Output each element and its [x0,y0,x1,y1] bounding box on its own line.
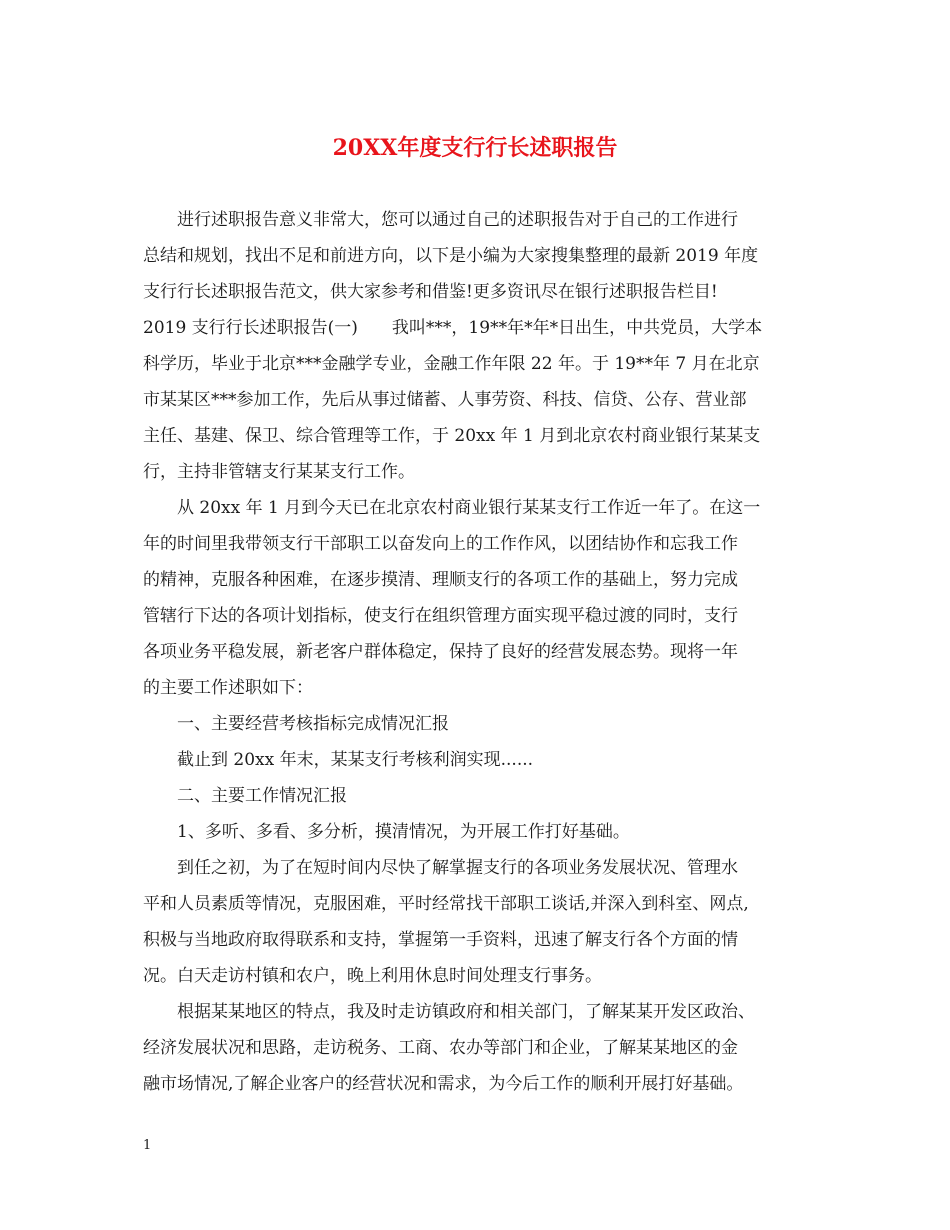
section-heading: 一、主要经营考核指标完成情况汇报 [177,714,449,734]
text-line: 总结和规划，找出不足和前进方向，以下是小编为大家搜集整理的最新 2019 年度 [143,246,759,266]
text-line: 年的时间里我带领支行干部职工以奋发向上的工作作风，以团结协作和忘我工作 [143,534,738,554]
text-line: 市某某区***参加工作，先后从事过储蓄、人事劳资、科技、信贷、公存、营业部 [143,390,747,410]
text-line: 主任、基建、保卫、综合管理等工作，于 20xx 年 1 月到北京农村商业银行某某支 [143,426,761,446]
text-line: 支行行长述职报告范文，供大家参考和借鉴!更多资讯尽在银行述职报告栏目! [143,282,718,302]
text-line: 到任之初，为了在短时间内尽快了解掌握支行的各项业务发展状况、管理水 [177,858,738,878]
text-line: 进行述职报告意义非常大，您可以通过自己的述职报告对于自己的工作进行 [177,210,738,230]
text-line: 各项业务平稳发展，新老客户群体稳定，保持了良好的经营发展态势。现将一年 [143,642,738,662]
subsection-heading: 1、多听、多看、多分析，摸清情况，为开展工作打好基础。 [177,822,630,842]
text-line: 截止到 20xx 年末，某某支行考核利润实现...... [177,750,534,770]
page-number: 1 [143,1138,152,1153]
text-line: 积极与当地政府取得联系和支持，掌握第一手资料，迅速了解支行各个方面的情 [143,930,738,950]
text-line: 的主要工作述职如下： [143,678,313,698]
text-line: 经济发展状况和思路，走访税务、工商、农办等部门和企业，了解某某地区的金 [143,1038,738,1058]
text-line: 况。白天走访村镇和农户，晚上利用休息时间处理支行事务。 [143,966,602,986]
text-line: 根据某某地区的特点，我及时走访镇政府和相关部门，了解某某开发区政治、 [177,1002,755,1022]
text-line: 行，主持非管辖支行某某支行工作。 [143,462,415,482]
text-line: 管辖行下达的各项计划指标，使支行在组织管理方面实现平稳过渡的同时，支行 [143,606,738,626]
text-line: 平和人员素质等情况，克服困难，平时经常找干部职工谈话,并深入到科室、网点, [143,894,749,914]
text-line: 从 20xx 年 1 月到今天已在北京农村商业银行某某支行工作近一年了。在这一 [177,498,761,518]
text-line: 2019 支行行长述职报告(一) 我叫***，19**年*年*日出生，中共党员，大学本 [143,318,763,338]
section-heading: 二、主要工作情况汇报 [177,786,347,806]
text-line: 科学历，毕业于北京***金融学专业，金融工作年限 22 年。于 19**年 7 月在北京 [143,354,760,374]
document-title: 20XX年度支行行长述职报告 [332,135,618,161]
text-line: 的精神，克服各种困难，在逐步摸清、理顺支行的各项工作的基础上，努力完成 [143,570,738,590]
text-line: 融市场情况,了解企业客户的经营状况和需求，为今后工作的顺利开展打好基础。 [143,1074,744,1094]
